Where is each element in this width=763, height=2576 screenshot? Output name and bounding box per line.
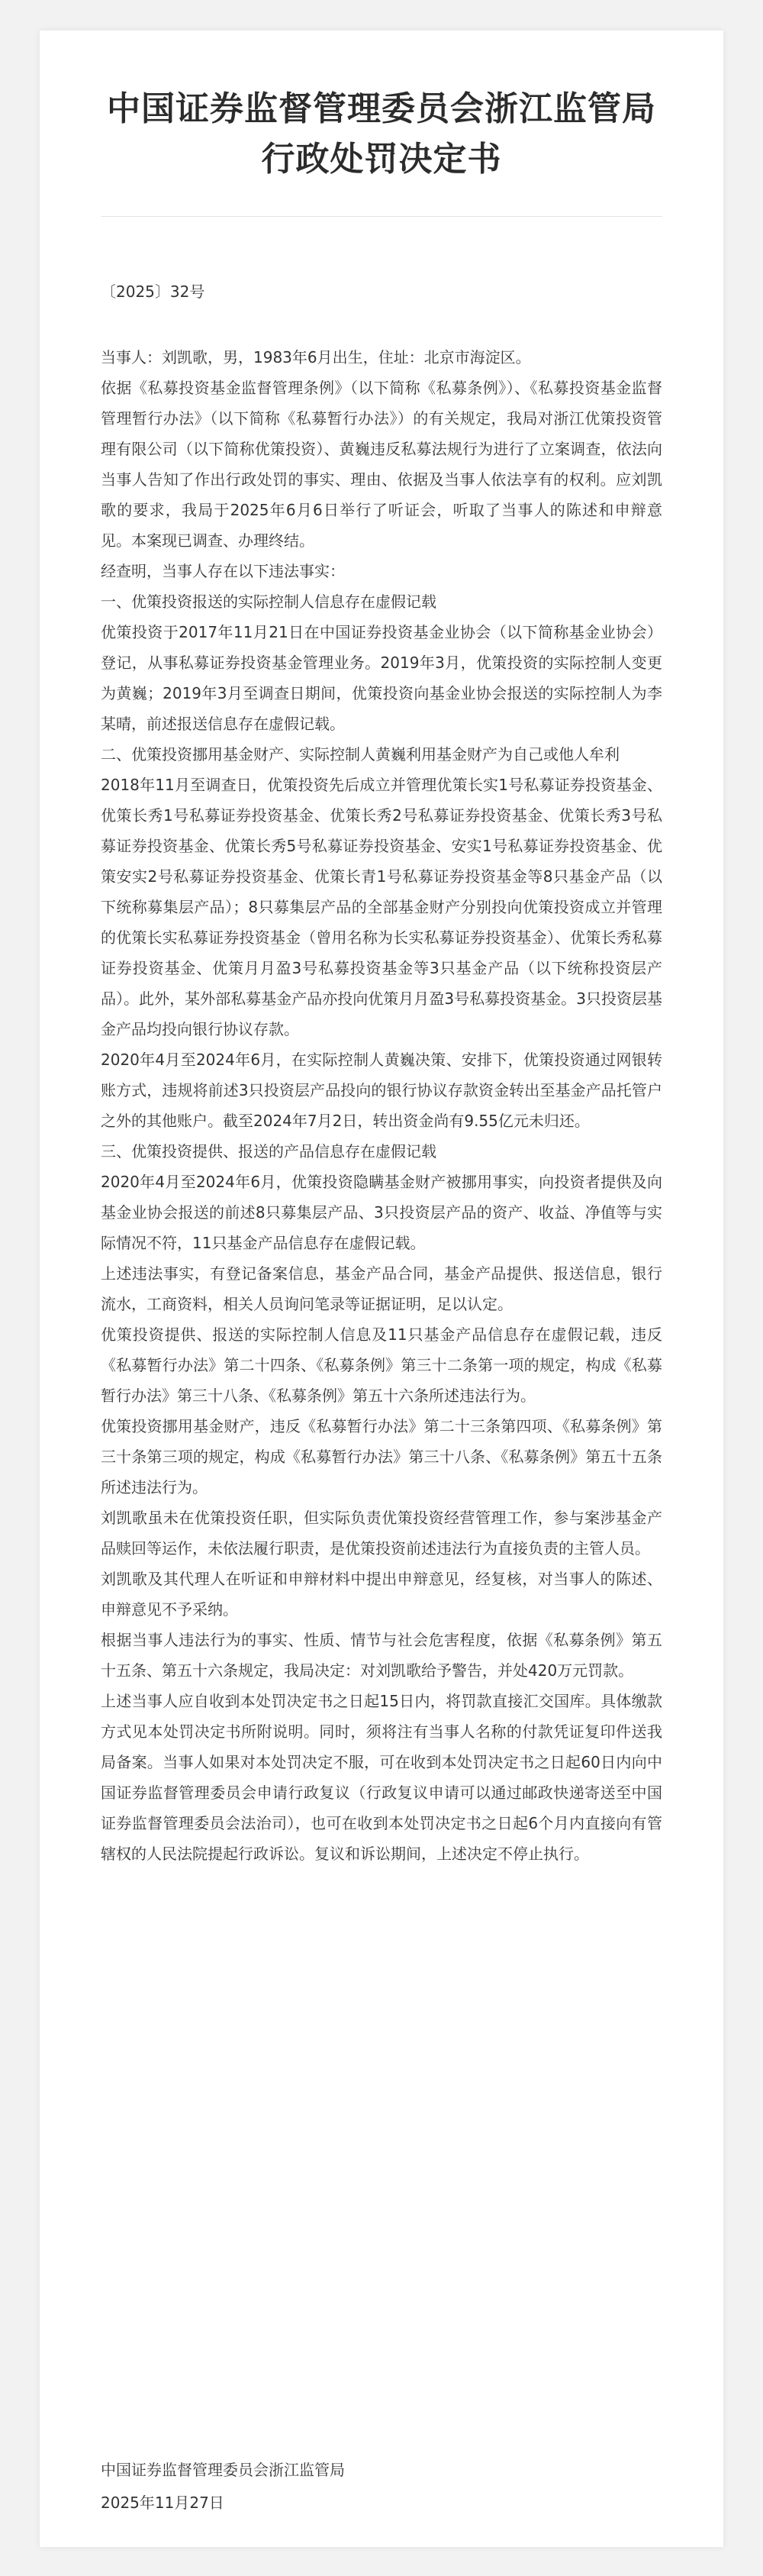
section-heading-2: 二、优策投资挪用基金财产、实际控制人黄巍利用基金财产为自己或他人牟利: [101, 745, 620, 763]
document-number: 〔2025〕32号: [101, 282, 205, 301]
paragraph-findings-intro: 经查明，当事人存在以下违法事实：: [101, 562, 345, 580]
paragraph-violation-1: 优策投资提供、报送的实际控制人信息及11只基金产品信息存在虚假记载，违反《私募暂行办法》第二十四条、《私募条例》第三十二条第一项的规定，构成《私募暂行办法》第三十八条、《私募条例》第五十六条所述违法行为。: [101, 1325, 662, 1405]
document-body: [101, 342, 662, 1869]
section-heading-3: 三、优策投资提供、报送的产品信息存在虚假记载: [101, 1142, 436, 1160]
paragraph-fact-1: 优策投资于2017年11月21日在中国证券投资基金业协会（以下简称基金业协会）登记，从事私募证券投资基金管理业务。2019年3月，优策投资的实际控制人变更为黄巍；2019年3月至调查日期间，优策投资向基金业协会报送的实际控制人为李某晴，前述报送信息存在虚假记载。: [101, 623, 662, 733]
document-page: [40, 31, 723, 2547]
issue-date: 2025年11月27日: [101, 2494, 224, 2512]
paragraph-basis: 依据《私募投资基金监督管理条例》（以下简称《私募条例》）、《私募投资基金监督管理暂行办法》（以下简称《私募暂行办法》）的有关规定，我局对浙江优策投资管理有限公司（以下简称优策投资）、黄巍违反私募法规行为进行了立案调查，依法向当事人告知了作出行政处罚的事实、理由、依据及当事人依法享有的权利。应刘凯歌的要求，我局于2025年6月6日举行了听证会，听取了当事人的陈述和申辩意见。本案现已调查、办理终结。: [101, 379, 662, 550]
paragraph-payment-appeal: 上述当事人应自收到本处罚决定书之日起15日内，将罚款直接汇交国库。具体缴款方式见本处罚决定书所附说明。同时，须将注有当事人名称的付款凭证复印件送我局备案。当事人如果对本处罚决定不服，可在收到本处罚决定书之日起60日内向中国证券监督管理委员会申请行政复议（行政复议申请可以通过邮政快递寄送至中国证券监督管理委员会法治司），也可在收到本处罚决定书之日起6个月内直接向有管辖权的人民法院提起行政诉讼。复议和诉讼期间，上述决定不停止执行。: [101, 1692, 662, 1863]
paragraph-fact-2b: 2020年4月至2024年6月，在实际控制人黄巍决策、安排下，优策投资通过网银转账方式，违规将前述3只投资层产品投向的银行协议存款资金转出至基金产品托管户之外的其他账户。截至2024年7月2日，转出资金尚有9.55亿元未归还。: [101, 1051, 662, 1130]
paragraph-fact-3: 2020年4月至2024年6月，优策投资隐瞒基金财产被挪用事实，向投资者提供及向基金业协会报送的前述8只募集层产品、3只投资层产品的资产、收益、净值等与实际情况不符，11只基金产品信息存在虚假记载。: [101, 1173, 662, 1252]
paragraph-fact-2a: 2018年11月至调查日，优策投资先后成立并管理优策长实1号私募证券投资基金、优策长秀1号私募证券投资基金、优策长秀2号私募证券投资基金、优策长秀3号私募证券投资基金、优策长秀5号私募证券投资基金、安实1号私募证券投资基金、优策安实2号私募证券投资基金、优策长青1号私募证券投资基金等8只基金产品（以下统称募集层产品）；8只募集层产品的全部基金财产分别投向优策投资成立并管理的优策长实私募证券投资基金（曾用名称为长实私募证券投资基金）、优策长秀私募证券投资基金、优策月月盈3号私募投资基金等3只基金产品（以下统称投资层产品）。此外，某外部私募基金产品亦投向优策月月盈3号私募投资基金。3只投资层基金产品均投向银行协议存款。: [101, 776, 662, 1038]
document-title: [101, 84, 662, 185]
paragraph-defense: 刘凯歌及其代理人在听证和申辩材料中提出申辩意见，经复核，对当事人的陈述、申辩意见不予采纳。: [101, 1570, 662, 1619]
paragraph-decision: 根据当事人违法行为的事实、性质、情节与社会危害程度，依据《私募条例》第五十五条、第五十六条规定，我局决定：对刘凯歌给予警告，并处420万元罚款。: [101, 1631, 662, 1680]
title-line-1: 中国证券监督管理委员会浙江监管局: [107, 89, 656, 128]
paragraph-violation-2: 优策投资挪用基金财产，违反《私募暂行办法》第二十三条第四项、《私募条例》第三十条第三项的规定，构成《私募暂行办法》第三十八条、《私募条例》第五十五条所述违法行为。: [101, 1417, 662, 1496]
section-heading-1: 一、优策投资报送的实际控制人信息存在虚假记载: [101, 592, 436, 611]
signature-block: [101, 2454, 662, 2520]
paragraph-party: 当事人：刘凯歌，男，1983年6月出生，住址：北京市海淀区。: [101, 348, 531, 366]
title-line-2: 行政处罚决定书: [261, 140, 502, 179]
title-divider: [101, 216, 662, 217]
paragraph-evidence: 上述违法事实，有登记备案信息，基金产品合同，基金产品提供、报送信息，银行流水，工商资料，相关人员询问笔录等证据证明，足以认定。: [101, 1264, 662, 1313]
issuer-name: 中国证券监督管理委员会浙江监管局: [101, 2461, 345, 2479]
paragraph-responsibility: 刘凯歌虽未在优策投资任职，但实际负责优策投资经营管理工作，参与案涉基金产品赎回等运作，未依法履行职责，是优策投资前述违法行为直接负责的主管人员。: [101, 1509, 662, 1558]
